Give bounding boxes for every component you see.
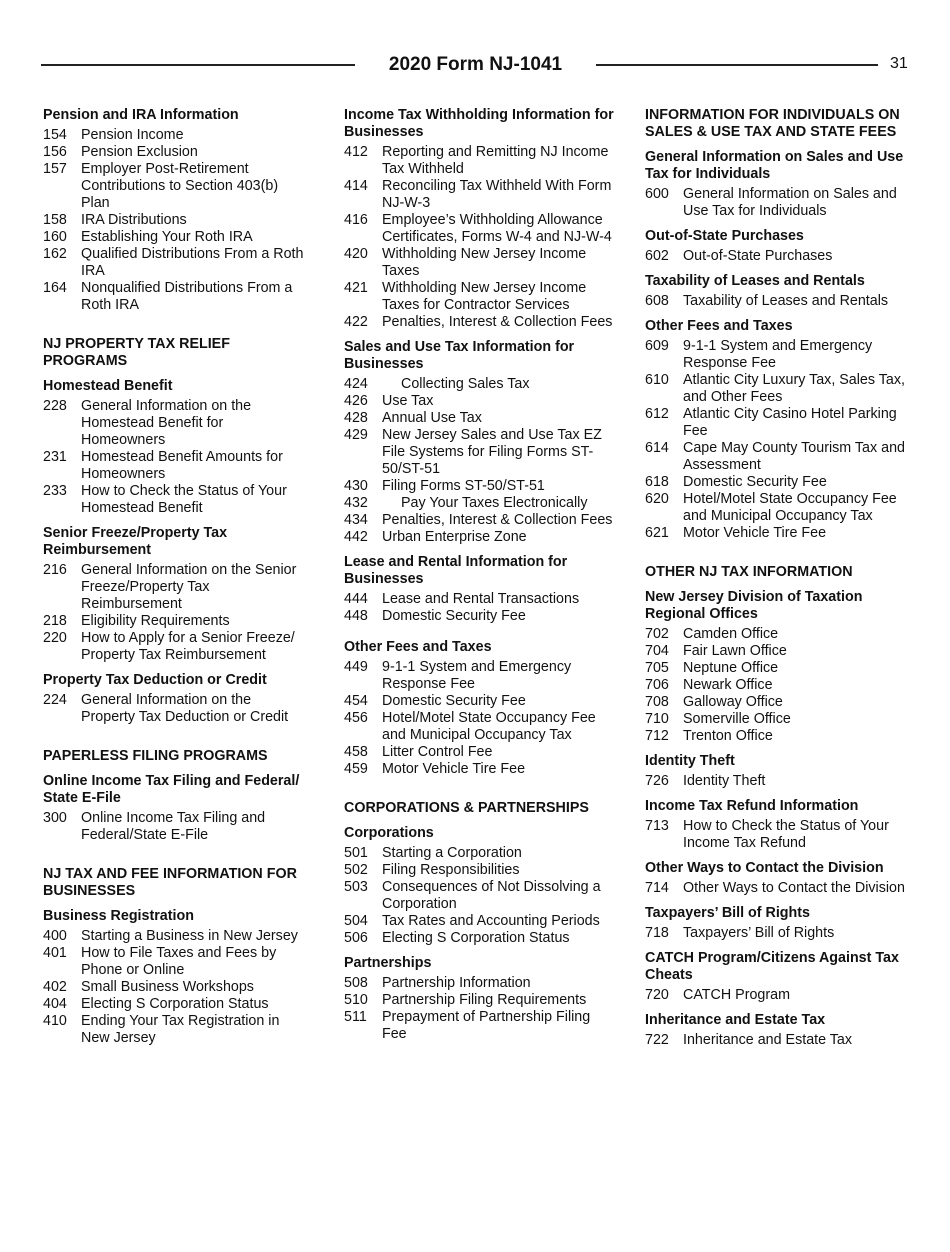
group-heading: Income Tax Withholding Information for Businesses: [344, 107, 614, 140]
list-item: [645, 474, 915, 491]
topic-number: 704: [645, 643, 669, 659]
list-item: [645, 773, 915, 790]
topic-number: 504: [344, 913, 368, 929]
topic-label: New Jersey Sales and Use Tax EZ File Systems for Filing Forms ST-50/ST-51: [382, 427, 602, 477]
group-heading: Identity Theft: [645, 753, 735, 769]
group-heading: Business Registration: [43, 908, 194, 924]
list-item: [344, 529, 614, 546]
topic-label: CATCH Program: [683, 987, 790, 1003]
topic-label: Starting a Corporation: [382, 845, 522, 861]
topic-label: Penalties, Interest & Collection Fees: [382, 512, 613, 528]
topic-label: 9-1-1 System and Emergency Response Fee: [382, 659, 572, 692]
topic-label: Filing Responsibilities: [382, 862, 520, 878]
topic-group: [645, 753, 915, 790]
topic-number: 218: [43, 613, 67, 629]
topic-label: Reporting and Remitting NJ Income Tax Withheld: [382, 144, 609, 177]
topic-label: Trenton Office: [683, 728, 773, 744]
page-title: 2020 Form NJ-1041: [388, 54, 563, 75]
topic-label: Withholding New Jersey Income Taxes: [382, 246, 587, 279]
topic-number: 714: [645, 880, 669, 896]
list-item: [43, 613, 305, 630]
list-item: [645, 293, 915, 310]
topic-number: 610: [645, 372, 669, 388]
topic-group: [645, 589, 915, 745]
list-item: [43, 945, 305, 979]
list-item: [645, 728, 915, 745]
topic-group: [645, 950, 915, 1004]
list-item: [43, 161, 305, 212]
list-item: [344, 608, 614, 625]
list-item: [43, 212, 305, 229]
topic-number: 162: [43, 246, 67, 262]
topic-group: [344, 639, 614, 778]
topic-number: 726: [645, 773, 669, 789]
topic-number: 449: [344, 659, 368, 675]
group-heading: Online Income Tax Filing and Federal/ State E-File: [43, 773, 300, 806]
list-item: [645, 372, 915, 406]
topic-label: General Information on the Homestead Benefit for Homeowners: [81, 398, 252, 448]
topic-number: 424: [344, 376, 368, 392]
group-heading: CATCH Program/Citizens Against Tax Cheats: [645, 950, 899, 983]
list-item: [344, 314, 614, 331]
topic-number: 401: [43, 945, 67, 961]
section-heading: INFORMATION FOR INDIVIDUALS ON SALES & USE TAX AND STATE FEES: [645, 107, 900, 140]
topic-number: 444: [344, 591, 368, 607]
list-item: [344, 393, 614, 410]
topic-number: 454: [344, 693, 368, 709]
topic-label: IRA Distributions: [81, 212, 187, 228]
topic-number: 712: [645, 728, 669, 744]
list-item: [344, 862, 614, 879]
list-item: [344, 427, 614, 478]
list-item: [344, 710, 614, 744]
topic-label: Atlantic City Casino Hotel Parking Fee: [683, 406, 897, 439]
topic-number: 216: [43, 562, 67, 578]
list-item: [344, 744, 614, 761]
topic-label: Domestic Security Fee: [683, 474, 827, 490]
list-item: [344, 376, 614, 393]
group-heading: Property Tax Deduction or Credit: [43, 672, 267, 688]
topic-label: Collecting Sales Tax: [401, 376, 530, 392]
list-item: [645, 525, 915, 542]
list-item: [645, 643, 915, 660]
topic-group: [645, 905, 915, 942]
topic-label: Electing S Corporation Status: [81, 996, 269, 1012]
topic-label: Prepayment of Partnership Filing Fee: [382, 1009, 591, 1042]
topic-label: 9-1-1 System and Emergency Response Fee: [683, 338, 873, 371]
topic-label: Litter Control Fee: [382, 744, 493, 760]
topic-label: Inheritance and Estate Tax: [683, 1032, 853, 1048]
topic-label: Establishing Your Roth IRA: [81, 229, 253, 245]
topic-label: Identity Theft: [683, 773, 766, 789]
topic-group: [43, 908, 305, 1047]
topic-number: 420: [344, 246, 368, 262]
topic-label: Taxpayers’ Bill of Rights: [683, 925, 835, 941]
list-item: [43, 692, 305, 726]
topic-number: 503: [344, 879, 368, 895]
list-item: [43, 810, 305, 844]
topic-label: How to Apply for a Senior Freeze/ Property Tax Reimbursement: [81, 630, 295, 663]
topic-label: Neptune Office: [683, 660, 779, 676]
topic-label: Partnership Information: [382, 975, 531, 991]
list-item: [344, 144, 614, 178]
topic-label: How to Check the Status of Your Homestead Benefit: [81, 483, 287, 516]
topic-group: [344, 107, 614, 331]
list-item: [645, 491, 915, 525]
column-2: [344, 107, 614, 1065]
topic-section: [645, 564, 915, 1049]
topic-label: Out-of-State Purchases: [683, 248, 833, 264]
topic-label: Motor Vehicle Tire Fee: [382, 761, 526, 777]
topic-label: Urban Enterprise Zone: [382, 529, 527, 545]
topic-label: Tax Rates and Accounting Periods: [382, 913, 600, 929]
topic-label: Motor Vehicle Tire Fee: [683, 525, 827, 541]
list-item: [344, 591, 614, 608]
topic-label: General Information on the Senior Freeze/Property Tax Reimbursement: [81, 562, 297, 612]
group-heading: Corporations: [344, 825, 434, 841]
topic-number: 220: [43, 630, 67, 646]
topic-number: 164: [43, 280, 67, 296]
topic-label: Other Ways to Contact the Division: [683, 880, 905, 896]
topic-label: Newark Office: [683, 677, 773, 693]
topic-label: Domestic Security Fee: [382, 693, 526, 709]
list-item: [43, 979, 305, 996]
topic-label: Domestic Security Fee: [382, 608, 526, 624]
topic-section: [43, 336, 305, 726]
topic-number: 421: [344, 280, 368, 296]
topic-number: 434: [344, 512, 368, 528]
topic-label: Consequences of Not Dissolving a Corporation: [382, 879, 601, 912]
topic-number: 702: [645, 626, 669, 642]
topic-group: [43, 107, 305, 314]
topic-number: 412: [344, 144, 368, 160]
topic-number: 705: [645, 660, 669, 676]
list-item: [645, 694, 915, 711]
topic-label: Homestead Benefit Amounts for Homeowners: [81, 449, 283, 482]
list-item: [344, 246, 614, 280]
topic-number: 416: [344, 212, 368, 228]
list-item: [645, 987, 915, 1004]
topic-number: 508: [344, 975, 368, 991]
topic-label: Electing S Corporation Status: [382, 930, 570, 946]
list-item: [344, 992, 614, 1009]
list-item: [43, 280, 305, 314]
topic-group: [645, 860, 915, 897]
list-item: [344, 280, 614, 314]
topic-number: 618: [645, 474, 669, 490]
group-heading: Taxability of Leases and Rentals: [645, 273, 865, 289]
page-number: 31: [890, 55, 908, 72]
group-heading: Other Fees and Taxes: [645, 318, 793, 334]
topic-label: Starting a Business in New Jersey: [81, 928, 298, 944]
list-item: [43, 1013, 305, 1047]
topic-number: 158: [43, 212, 67, 228]
section-heading: PAPERLESS FILING PROGRAMS: [43, 748, 268, 764]
topic-number: 459: [344, 761, 368, 777]
topic-section: [43, 748, 305, 844]
topic-label: Somerville Office: [683, 711, 791, 727]
section-heading: OTHER NJ TAX INFORMATION: [645, 564, 853, 580]
list-item: [43, 246, 305, 280]
topic-number: 429: [344, 427, 368, 443]
list-item: [645, 338, 915, 372]
list-item: [645, 711, 915, 728]
topic-number: 448: [344, 608, 368, 624]
list-item: [645, 406, 915, 440]
group-heading: Inheritance and Estate Tax: [645, 1012, 826, 1028]
topic-group: [43, 525, 305, 664]
topic-number: 612: [645, 406, 669, 422]
section-heading: CORPORATIONS & PARTNERSHIPS: [344, 800, 589, 816]
list-item: [43, 483, 305, 517]
group-heading: Homestead Benefit: [43, 378, 173, 394]
topic-label: Annual Use Tax: [382, 410, 482, 426]
topic-label: Partnership Filing Requirements: [382, 992, 587, 1008]
topic-label: General Information on Sales and Use Tax for Individuals: [683, 186, 897, 219]
group-heading: General Information on Sales and Use Tax for Individuals: [645, 149, 904, 182]
topic-number: 609: [645, 338, 669, 354]
topic-label: Eligibility Requirements: [81, 613, 230, 629]
group-heading: Pension and IRA Information: [43, 107, 239, 123]
topic-number: 154: [43, 127, 67, 143]
topic-label: Hotel/Motel State Occupancy Fee and Municipal Occupancy Tax: [382, 710, 596, 743]
topic-number: 706: [645, 677, 669, 693]
topic-number: 722: [645, 1032, 669, 1048]
list-item: [645, 880, 915, 897]
topic-number: 458: [344, 744, 368, 760]
group-heading: Other Ways to Contact the Division: [645, 860, 884, 876]
topic-label: Use Tax: [382, 393, 434, 409]
list-item: [344, 659, 614, 693]
topic-section: [645, 107, 915, 542]
list-item: [344, 879, 614, 913]
group-heading: Out-of-State Purchases: [645, 228, 804, 244]
list-item: [344, 1009, 614, 1043]
group-heading: Lease and Rental Information for Businesses: [344, 554, 568, 587]
topic-number: 428: [344, 410, 368, 426]
topic-group: [344, 955, 614, 1043]
group-heading: Income Tax Refund Information: [645, 798, 859, 814]
topic-label: Fair Lawn Office: [683, 643, 787, 659]
list-item: [43, 562, 305, 613]
section-heading: NJ PROPERTY TAX RELIEF PROGRAMS: [43, 336, 230, 369]
list-item: [43, 630, 305, 664]
topic-number: 160: [43, 229, 67, 245]
topic-group: [43, 773, 305, 844]
group-heading: Sales and Use Tax Information for Businesses: [344, 339, 575, 372]
topic-label: Ending Your Tax Registration in New Jersey: [81, 1013, 280, 1046]
column-3: [645, 107, 915, 1071]
topic-label: Employee’s Withholding Allowance Certificates, Forms W-4 and NJ-W-4: [382, 212, 612, 245]
topic-label: Pension Exclusion: [81, 144, 198, 160]
topic-number: 410: [43, 1013, 67, 1029]
list-item: [43, 144, 305, 161]
topic-number: 156: [43, 144, 67, 160]
topic-group: [645, 1012, 915, 1049]
list-item: [344, 478, 614, 495]
topic-label: Penalties, Interest & Collection Fees: [382, 314, 613, 330]
topic-label: Reconciling Tax Withheld With Form NJ-W-3: [382, 178, 612, 211]
topic-label: How to Check the Status of Your Income Tax Refund: [683, 818, 889, 851]
topic-label: General Information on the Property Tax Deduction or Credit: [81, 692, 289, 725]
topic-label: Galloway Office: [683, 694, 783, 710]
list-item: [645, 1032, 915, 1049]
topic-number: 614: [645, 440, 669, 456]
topic-label: Small Business Workshops: [81, 979, 254, 995]
topic-label: Lease and Rental Transactions: [382, 591, 580, 607]
list-item: [645, 440, 915, 474]
topic-label: Taxability of Leases and Rentals: [683, 293, 889, 309]
list-item: [645, 660, 915, 677]
topic-label: Withholding New Jersey Income Taxes for Contractor Services: [382, 280, 587, 313]
list-item: [43, 996, 305, 1013]
topic-group: [43, 672, 305, 726]
list-item: [645, 248, 915, 265]
list-item: [645, 677, 915, 694]
group-heading: Other Fees and Taxes: [344, 639, 492, 655]
topic-label: Atlantic City Luxury Tax, Sales Tax, and Other Fees: [683, 372, 905, 405]
topic-group: [344, 825, 614, 947]
group-heading: New Jersey Division of Taxation Regional Offices: [645, 589, 863, 622]
list-item: [645, 925, 915, 942]
topic-number: 456: [344, 710, 368, 726]
topic-number: 506: [344, 930, 368, 946]
topic-label: Camden Office: [683, 626, 779, 642]
list-item: [43, 229, 305, 246]
list-item: [43, 127, 305, 144]
topic-group: [645, 149, 915, 220]
topic-number: 708: [645, 694, 669, 710]
section-heading: NJ TAX AND FEE INFORMATION FOR BUSINESSES: [43, 866, 297, 899]
topic-group: [344, 554, 614, 625]
topic-section: [344, 107, 614, 778]
header-rule-left: [41, 64, 355, 66]
list-item: [344, 930, 614, 947]
topic-label: Nonqualified Distributions From a Roth IRA: [81, 280, 293, 313]
topic-number: 718: [645, 925, 669, 941]
group-heading: Taxpayers’ Bill of Rights: [645, 905, 810, 921]
topic-section: [43, 866, 305, 1047]
list-item: [645, 186, 915, 220]
topic-number: 432: [344, 495, 368, 511]
group-heading: Partnerships: [344, 955, 432, 971]
column-1: [43, 107, 305, 1069]
topic-number: 620: [645, 491, 669, 507]
topic-group: [645, 798, 915, 852]
topic-number: 404: [43, 996, 67, 1012]
topic-number: 600: [645, 186, 669, 202]
topic-label: Hotel/Motel State Occupancy Fee and Municipal Occupancy Tax: [683, 491, 897, 524]
topic-label: Cape May County Tourism Tax and Assessment: [683, 440, 905, 473]
list-item: [344, 761, 614, 778]
topic-number: 720: [645, 987, 669, 1003]
header-rule-right: [596, 64, 878, 66]
topic-number: 231: [43, 449, 67, 465]
topic-number: 228: [43, 398, 67, 414]
list-item: [344, 512, 614, 529]
topic-number: 710: [645, 711, 669, 727]
topic-number: 157: [43, 161, 67, 177]
list-item: [43, 398, 305, 449]
topic-number: 713: [645, 818, 669, 834]
topic-number: 233: [43, 483, 67, 499]
topic-number: 430: [344, 478, 368, 494]
topic-label: Qualified Distributions From a Roth IRA: [81, 246, 304, 279]
topic-label: Filing Forms ST-50/ST-51: [382, 478, 545, 494]
topic-number: 608: [645, 293, 669, 309]
topic-number: 224: [43, 692, 67, 708]
topic-number: 621: [645, 525, 669, 541]
topic-number: 414: [344, 178, 368, 194]
topic-number: 511: [344, 1009, 367, 1025]
list-item: [344, 410, 614, 427]
topic-number: 602: [645, 248, 669, 264]
topic-number: 402: [43, 979, 67, 995]
topic-group: [645, 318, 915, 542]
topic-group: [43, 378, 305, 517]
topic-group: [645, 228, 915, 265]
topic-label: Pay Your Taxes Electronically: [401, 495, 588, 511]
group-heading: Senior Freeze/Property Tax Reimbursement: [43, 525, 228, 558]
list-item: [344, 178, 614, 212]
list-item: [344, 693, 614, 710]
list-item: [344, 975, 614, 992]
topic-group: [344, 339, 614, 546]
list-item: [344, 495, 614, 512]
topic-label: Pension Income: [81, 127, 184, 143]
topic-number: 400: [43, 928, 67, 944]
topic-label: Employer Post-Retirement Contributions to Section 403(b) Plan: [81, 161, 279, 211]
topic-number: 300: [43, 810, 67, 826]
list-item: [43, 928, 305, 945]
list-item: [344, 845, 614, 862]
topic-number: 510: [344, 992, 368, 1008]
topic-number: 422: [344, 314, 368, 330]
topic-number: 442: [344, 529, 368, 545]
topic-section: [344, 800, 614, 1043]
topic-label: How to File Taxes and Fees by Phone or Online: [81, 945, 277, 978]
list-item: [43, 449, 305, 483]
list-item: [344, 212, 614, 246]
topic-section: [43, 107, 305, 314]
list-item: [344, 913, 614, 930]
topic-number: 501: [344, 845, 368, 861]
list-item: [645, 818, 915, 852]
topic-label: Online Income Tax Filing and Federal/State E-File: [81, 810, 266, 843]
topic-number: 502: [344, 862, 368, 878]
list-item: [645, 626, 915, 643]
topic-group: [645, 273, 915, 310]
topic-number: 426: [344, 393, 368, 409]
